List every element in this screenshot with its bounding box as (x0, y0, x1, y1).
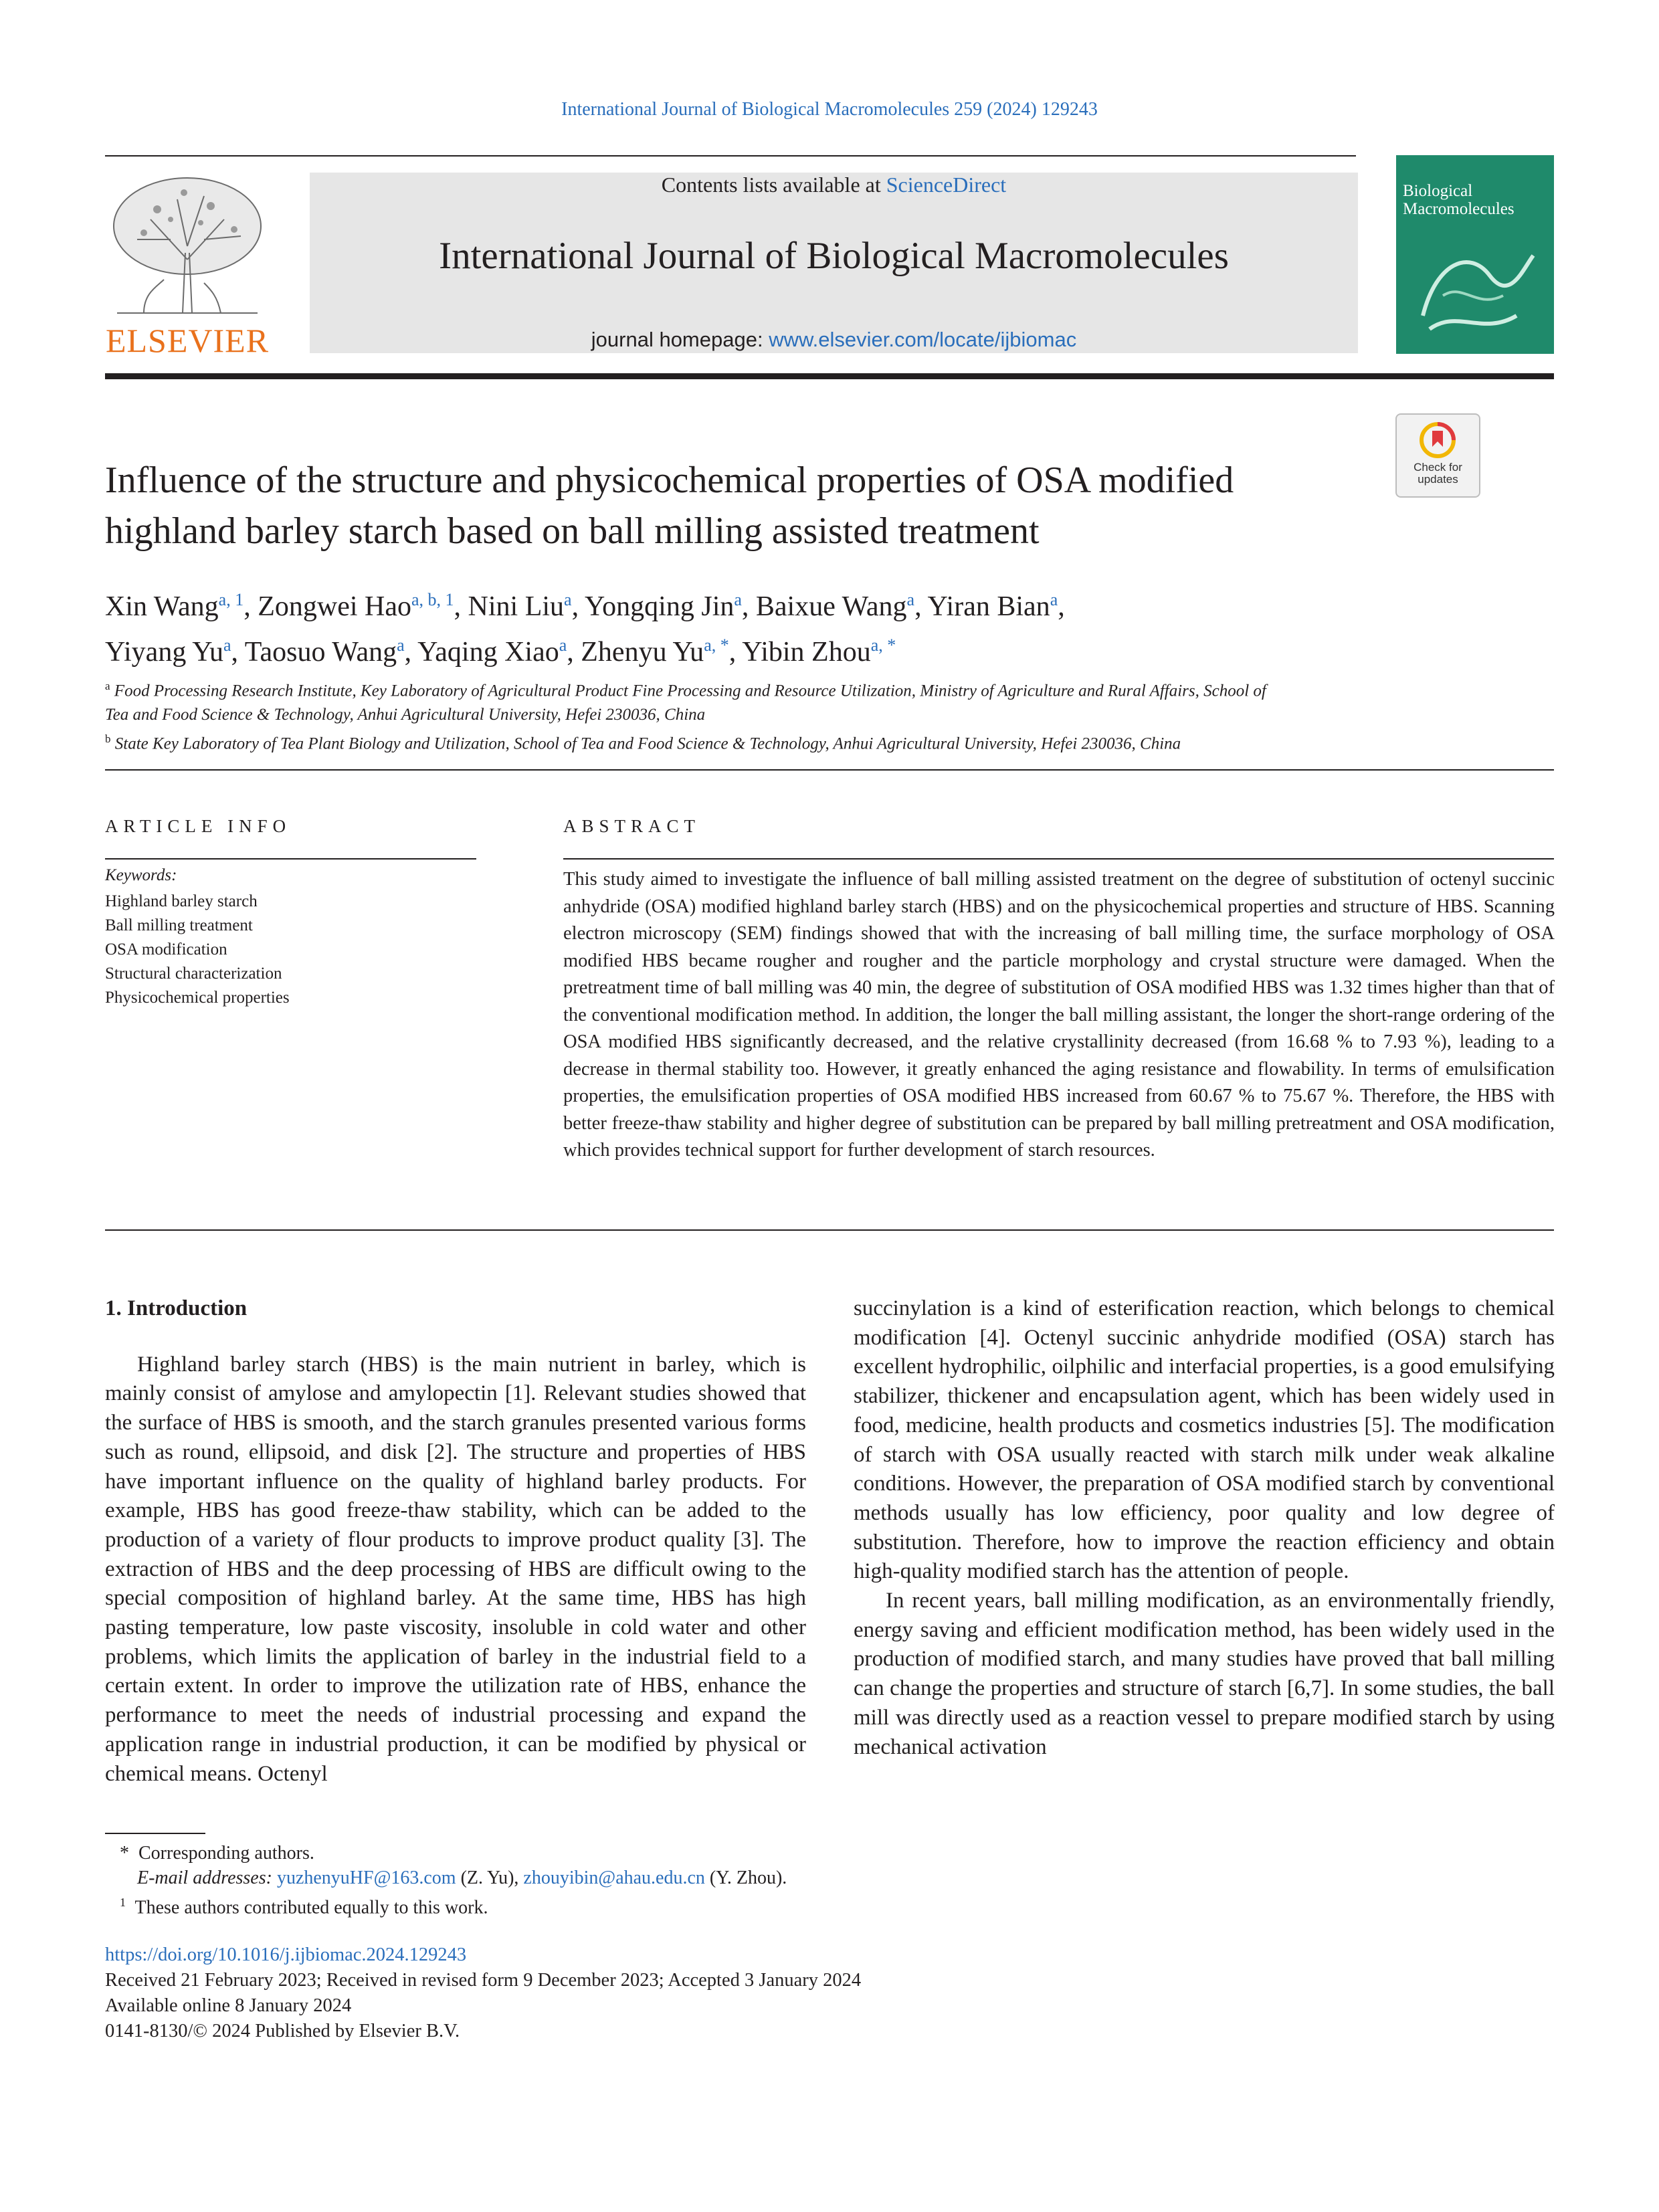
footnote-rule (105, 1833, 205, 1834)
corresponding-text: Corresponding authors. (138, 1843, 314, 1864)
cover-title: Biological Macromolecules (1403, 182, 1515, 218)
author-list (105, 581, 1557, 672)
author-line-2: Yiyang Yu$^a$, Taosuo Wang$^a$, Yaqing Xiao$^a$, Zhenyu $Yu^{a, *}$, Yibin Zhou$^{a, *}$ (105, 635, 896, 668)
affiliation-a: $^a$ Food Processing Research Institute, Key Laboratory of Agricultural Product Fine Processing and Resource Utilization, Ministry of Agriculture and Rural Affairs, School of (105, 680, 1266, 700)
author-affil-sup[interactable]: a (1050, 590, 1058, 609)
journal-homepage (310, 328, 1358, 352)
author-name[interactable]: Nini Liu (468, 591, 565, 622)
journal-citation[interactable]: International Journal of Biological Macromolecules 259 (2024) 129243 (561, 99, 1098, 120)
contents-line (310, 173, 1358, 197)
author-name[interactable]: Yibin Zhou (742, 637, 871, 668)
article-title (105, 455, 1363, 557)
affiliations (105, 674, 1557, 757)
abstract-heading: ABSTRACT (563, 816, 701, 836)
article-title-line-2: highland barley starch based on ball milling assisted treatment (105, 510, 1040, 552)
top-rule (105, 155, 1356, 157)
keyword-item: Structural characterization (105, 965, 282, 983)
abstract-text: This study aimed to investigate the influence of ball milling assisted treatment on the degree of substitution of octenyl succinic anhydride (OSA) modified highland barley starch (HBS) and on the physicochemical properties and structure of HBS. Scanning electron microscopy (SEM) findings showed that with the increasing of ball milling time, the surface morphology of OSA modified HBS became rougher and rougher and the particle morphology and crystal structure were damaged. When the pretreatment time of ball milling was 40 min, the degree of substitution of OSA modified HBS was 1.32 times higher than that of the conventional modification method. In addition, the longer the ball milling assistant, the longer the short-range ordering of the OSA modified HBS significantly decreased, and the relative crystallinity decreased (from 16.68 % to 7.93 %), leading to a decrease in thermal stability too. However, it greatly enhanced the aging resistance and flowability. In terms of emulsification properties, the emulsification properties of OSA modified HBS increased from 60.67 % to 75.67 %. Therefore, the HBS with better freeze-thaw stability and higher degree of substitution can be prepared by ball milling pretreatment and OSA modification, which provides technical support for further development of starch resources. (563, 869, 1555, 1161)
doi-link[interactable]: https://doi.org/10.1016/j.ijbiomac.2024.129243 (105, 1944, 467, 1965)
affiliation-b: $^b$ State Key Laboratory of Tea Plant Biology and Utilization, School of Tea and Food Science & Technology, Anhui Agricultural University, Hefei 230036, China (105, 732, 1181, 753)
author-name[interactable]: Baixue Wang (755, 591, 907, 622)
check-for-updates-badge[interactable] (1395, 413, 1480, 498)
author-name[interactable]: Xin Wang (105, 591, 219, 622)
author-affil-sup[interactable]: a (564, 590, 572, 609)
affiliation-a-cont: Tea and Food Science & Technology, Anhui Agricultural University, Hefei 230036, China (105, 706, 706, 724)
masthead-thick-rule (105, 373, 1554, 379)
keyword-item: Ball milling treatment (105, 916, 253, 934)
sciencedirect-link[interactable]: ScienceDirect (886, 173, 1007, 197)
author-affil-sup[interactable]: a, b, 1 (411, 590, 454, 609)
intro-paragraph-2: In recent years, ball milling modification, as an environmentally friendly, energy saving and efficient modification method, has been widely used in the production of modified starch, and many studies have proved that ball milling can change the properties and structure of starch [6,7]. In some studies, the ball mill was directly used as a reaction vessel to prepare modified starch by using mechanical activation (854, 1589, 1555, 1759)
copyright-line: 0141-8130/© 2024 Published by Elsevier B.V. (105, 2021, 460, 2041)
footnote-equal-contribution: $^1$ These authors contributed equally to this work. (120, 1896, 488, 1918)
intro-paragraph-1: Highland barley starch (HBS) is the main nutrient in barley, which is mainly consist of amylose and amylopectin [1]. Relevant studies showed that the surface of HBS is smooth, and the starch granules presented various forms such as round, ellipsoid, and disk [2]. The structure and properties of HBS have important influence on the quality of highland barley products. For example, HBS has good freeze-thaw stability, which can be added to the production of a variety of flour products to improve product quality [3]. The extraction of HBS and the deep processing of HBS are difficult owing to the special composition of highland barley. At the same time, HBS has high pasting temperature, low paste viscosity, insoluble in cold water and other problems, which limits the application of barley in the industrial field to a certain extent. In order to improve the utilization rate of HBS, enhance the performance to meet the needs of industrial processing and expand the application range in industrial production, it can be modified by physical or chemical means. Octenyl (105, 1352, 806, 1786)
footnote-corresponding: * Corresponding authors. (120, 1843, 314, 1864)
author-name[interactable]: Taosuo Wang (244, 637, 397, 668)
author-name[interactable]: Yiyang Yu (105, 637, 223, 668)
email-label: E-mail addresses: (137, 1868, 272, 1888)
author-affil-sup[interactable]: a, 1 (218, 590, 244, 609)
equal-contribution-text: These authors contributed equally to this work. (134, 1897, 488, 1918)
email-link[interactable]: zhouyibin@ahau.edu.cn (523, 1868, 705, 1888)
email-owner: (Z. Yu), (460, 1868, 519, 1888)
article-metadata (105, 1942, 861, 2044)
affiliation-a-line-1: Food Processing Research Institute, Key Laboratory of Agricultural Product Fine Processing and Resource Utilization, Ministry of Agriculture and Rural Affairs, School of (114, 682, 1266, 700)
available-online: Available online 8 January 2024 (105, 1995, 352, 2016)
article-info-rule (105, 858, 476, 860)
homepage-prefix: journal homepage: (591, 328, 769, 351)
footnote-emails (137, 1866, 787, 1890)
author-name[interactable]: Zhenyu Yu (581, 637, 704, 668)
author-name[interactable]: Yongqing Jin (585, 591, 735, 622)
author-affil-sup[interactable]: a (906, 590, 915, 609)
keywords-list (105, 890, 290, 1010)
author-affil-sup[interactable]: a (397, 635, 405, 655)
abstract-rule (563, 858, 1554, 860)
section-heading-introduction: 1. Introduction (105, 1296, 248, 1320)
body-left-column (105, 1294, 806, 1789)
abstract-bottom-rule (105, 1229, 1554, 1231)
homepage-link[interactable]: www.elsevier.com/locate/ijbiomac (769, 328, 1077, 351)
elsevier-wordmark: ELSEVIER (105, 322, 270, 359)
affil-rule (105, 769, 1554, 771)
author-affil-sup[interactable]: a, * (704, 635, 729, 655)
author-name[interactable]: Zongwei Hao (258, 591, 411, 622)
contents-prefix: Contents lists available at (661, 173, 886, 197)
journal-title: International Journal of Biological Macromolecules (439, 235, 1229, 277)
article-title-line-1: Influence of the structure and physicochemical properties of OSA modified (105, 460, 1234, 501)
affiliation-b-text: State Key Laboratory of Tea Plant Biology and Utilization, School of Tea and Food Science & Technology, Anhui Agricultural University, Hefei 230036, China (114, 734, 1181, 753)
keyword-item: OSA modification (105, 940, 227, 959)
body-right-column (854, 1294, 1555, 1762)
keywords-label: Keywords: (105, 866, 177, 884)
author-affil-sup[interactable]: a (734, 590, 742, 609)
check-for-updates-label: Check for updates (1413, 461, 1462, 486)
author-affil-sup[interactable]: a (559, 635, 567, 655)
author-line-1: Xin Wang$^{a, 1}$, Zongwei Hao$^{a, b, 1}$, Nini Liu$^a$, Yongqing Jin$^a$, Baixue Wang$^a$, Yiran Bian$^a$, (105, 590, 1065, 622)
author-affil-sup[interactable]: a (223, 635, 231, 655)
keyword-item: Physicochemical properties (105, 989, 290, 1007)
email-link[interactable]: yuzhenyuHF@163.com (276, 1868, 456, 1888)
author-name[interactable]: Yaqing Xiao (417, 637, 559, 668)
article-info-heading: ARTICLE INFO (105, 816, 292, 836)
intro-paragraph-1-continued: succinylation is a kind of esterification reaction, which belongs to chemical modification [4]. Octenyl succinic anhydride modified (OSA) starch has excellent hydrophilic, oilphilic and interfacial properties, is a good emulsifying stabilizer, thickener and encapsulation agent, which has been widely used in food, medicine, health products and cosmetics industries [5]. The modification of starch with OSA usually reacted with starch milk under weak alkaline conditions. However, the preparation of OSA modified starch by conventional methods usually has low efficiency, poor quality and low degree of substitution. Therefore, how to improve the reaction efficiency and obtain high-quality modified starch has the attention of people. (854, 1296, 1555, 1584)
email-owner: (Y. Zhou). (709, 1868, 787, 1888)
author-affil-sup[interactable]: a, * (870, 635, 896, 655)
received-dates: Received 21 February 2023; Received in revised form 9 December 2023; Accepted 3 January 2024 (105, 1970, 862, 1991)
keyword-item: Highland barley starch (105, 892, 258, 910)
journal-cover-image (1396, 155, 1554, 354)
author-name[interactable]: Yiran Bian (927, 591, 1050, 622)
